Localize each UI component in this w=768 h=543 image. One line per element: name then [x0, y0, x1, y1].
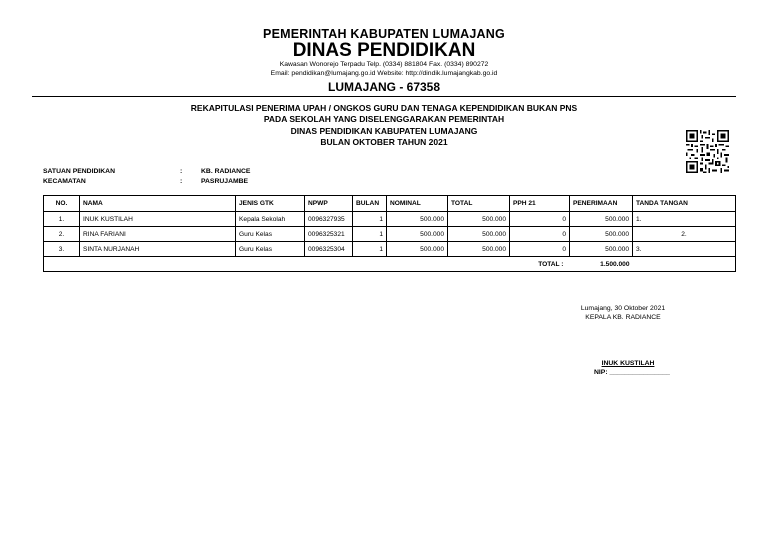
- government-name: PEMERINTAH KABUPATEN LUMAJANG: [263, 27, 505, 41]
- cell-tanda-tangan: 3.: [633, 242, 736, 257]
- col-header-nominal: NOMINAL: [387, 196, 448, 212]
- signature-place-date: Lumajang, 30 Oktober 2021: [580, 305, 666, 312]
- cell-total: 500.000: [448, 242, 510, 257]
- cell-total: 500.000: [448, 227, 510, 242]
- cell-penerimaan: 500.000: [570, 227, 633, 242]
- header-divider: [32, 96, 736, 97]
- cell-pph21: 0: [510, 242, 570, 257]
- unit-label: SATUAN PENDIDIKAN: [43, 168, 115, 175]
- cell-tanda-tangan: 2.: [633, 227, 736, 242]
- contact-line: Email: pendidikan@lumajang.go.id Website: http://dindik.lumajangkab.go.id: [270, 70, 498, 77]
- cell-nama: INUK KUSTILAH: [80, 212, 236, 227]
- total-empty-cell: [633, 257, 736, 272]
- table-total-row: [44, 257, 736, 272]
- recap-table: [43, 195, 736, 272]
- signature-nip: NIP: ________________: [594, 369, 670, 376]
- cell-penerimaan: 500.000: [570, 212, 633, 227]
- unit-separator: :: [180, 168, 183, 175]
- district-label: KECAMATAN: [43, 178, 86, 185]
- district-value: PASRUJAMBE: [201, 178, 249, 185]
- signature-name: INUK KUSTILAH: [601, 360, 655, 367]
- cell-bulan: 1: [353, 242, 387, 257]
- district-separator: :: [180, 178, 183, 185]
- cell-nominal: 500.000: [387, 227, 448, 242]
- col-header-nama: NAMA: [80, 196, 236, 212]
- unit-value: KB. RADIANCE: [201, 168, 251, 175]
- document-title-line1: REKAPITULASI PENERIMA UPAH / ONGKOS GURU DAN TENAGA KEPENDIDIKAN BUKAN PNS: [190, 103, 578, 113]
- cell-nama: RINA FARIANI: [80, 227, 236, 242]
- document-title-line4: BULAN OKTOBER TAHUN 2021: [320, 137, 448, 147]
- cell-pph21: 0: [510, 212, 570, 227]
- col-header-jenis-gtk: JENIS GTK: [236, 196, 305, 212]
- col-header-no: NO.: [44, 196, 80, 212]
- cell-jenis-gtk: Guru Kelas: [236, 242, 305, 257]
- address-line: Kawasan Wonorejo Terpadu Telp. (0334) 881804 Fax. (0334) 890272: [279, 61, 489, 68]
- col-header-penerimaan: PENERIMAAN: [570, 196, 633, 212]
- table-row: [44, 242, 736, 257]
- cell-npwp: 0096325304: [305, 242, 353, 257]
- total-value: 1.500.000: [570, 257, 633, 272]
- cell-npwp: 0096327935: [305, 212, 353, 227]
- qr-code-icon: [686, 130, 729, 173]
- col-header-tanda-tangan: TANDA TANGAN: [633, 196, 736, 212]
- document-title-line2: PADA SEKOLAH YANG DISELENGGARAKAN PEMERINTAH: [263, 114, 505, 124]
- col-header-bulan: BULAN: [353, 196, 387, 212]
- total-label: TOTAL :: [44, 257, 570, 272]
- col-header-pph21: PPH 21: [510, 196, 570, 212]
- cell-bulan: 1: [353, 212, 387, 227]
- col-header-total: TOTAL: [448, 196, 510, 212]
- cell-nominal: 500.000: [387, 242, 448, 257]
- table-header-row: [44, 196, 736, 212]
- table-row: [44, 227, 736, 242]
- cell-no: 3.: [44, 242, 80, 257]
- cell-total: 500.000: [448, 212, 510, 227]
- cell-jenis-gtk: Kepala Sekolah: [236, 212, 305, 227]
- cell-penerimaan: 500.000: [570, 242, 633, 257]
- department-name: DINAS PENDIDIKAN: [292, 40, 476, 61]
- cell-nominal: 500.000: [387, 212, 448, 227]
- signature-position: KEPALA KB. RADIANCE: [585, 314, 661, 321]
- cell-npwp: 0096325321: [305, 227, 353, 242]
- col-header-npwp: NPWP: [305, 196, 353, 212]
- document-title-line3: DINAS PENDIDIKAN KABUPATEN LUMAJANG: [290, 126, 478, 136]
- table-row: [44, 212, 736, 227]
- cell-no: 1.: [44, 212, 80, 227]
- cell-no: 2.: [44, 227, 80, 242]
- cell-bulan: 1: [353, 227, 387, 242]
- cell-tanda-tangan: 1.: [633, 212, 736, 227]
- city-postal: LUMAJANG - 67358: [327, 80, 441, 94]
- cell-jenis-gtk: Guru Kelas: [236, 227, 305, 242]
- cell-pph21: 0: [510, 227, 570, 242]
- cell-nama: SINTA NURJANAH: [80, 242, 236, 257]
